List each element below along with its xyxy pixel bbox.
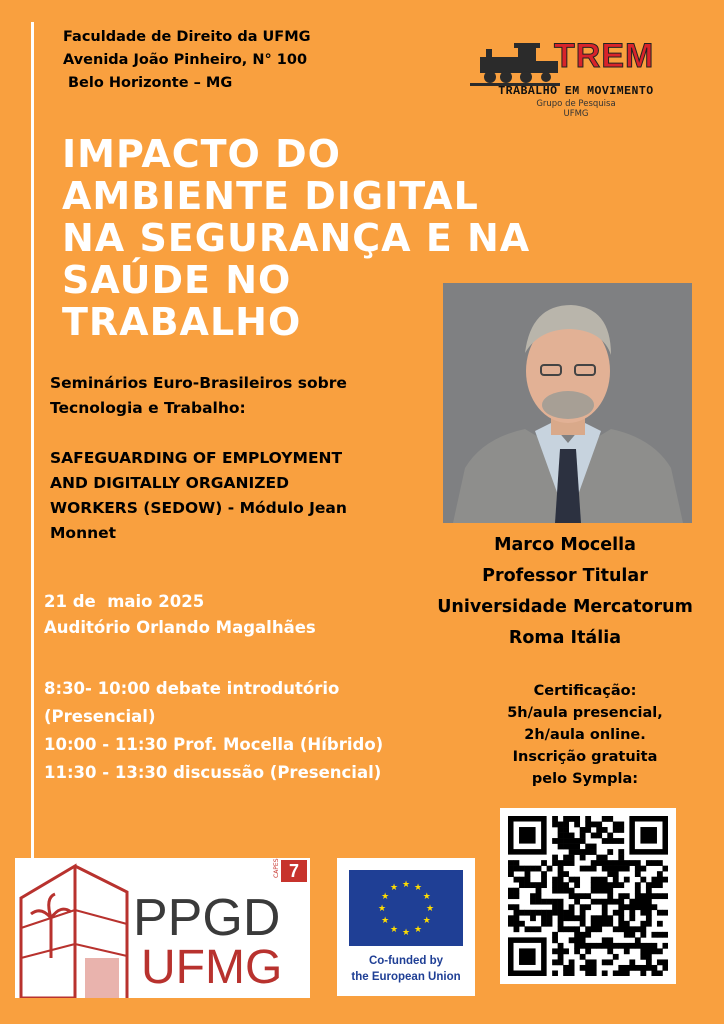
seminar-line-5: WORKERS (SEDOW) - Módulo Jean: [50, 499, 347, 517]
svg-text:★: ★: [389, 924, 399, 935]
title-line-4: SAÚDE NO: [62, 258, 292, 302]
title-line-1: IMPACTO DO: [62, 132, 341, 176]
seminar-line-4: AND DIGITALLY ORGANIZED: [50, 474, 289, 492]
seminar-line-6: Monnet: [50, 524, 117, 542]
svg-text:★: ★: [381, 892, 390, 902]
speaker-name: Marco Mocella: [494, 535, 636, 555]
eu-caption-line-1: Co-funded by: [368, 955, 444, 967]
eu-flag-icon: [349, 870, 463, 946]
svg-text:★: ★: [413, 924, 423, 935]
speaker-portrait-illustration: [443, 283, 692, 523]
qr-code-icon: [508, 816, 668, 976]
trem-group-label: Grupo de Pesquisa: [536, 99, 616, 109]
svg-text:★: ★: [425, 904, 435, 914]
address-line-2: Avenida João Pinheiro, N° 100: [63, 52, 308, 68]
address-line-3: Belo Horizonte – MG: [68, 75, 233, 91]
svg-text:★: ★: [413, 883, 423, 894]
cert-line-2: 5h/aula presencial,: [507, 705, 663, 721]
train-icon: [470, 39, 560, 87]
cert-line-5: pelo Sympla:: [531, 771, 639, 787]
svg-text:★: ★: [401, 928, 411, 938]
address-line-1: Faculdade de Direito da UFMG: [63, 29, 311, 45]
title-line-2: AMBIENTE DIGITAL: [62, 174, 479, 218]
event-schedule: [44, 675, 383, 787]
certification-info: [490, 680, 680, 790]
event-date-venue: [44, 589, 316, 641]
seminar-line-3: SAFEGUARDING OF EMPLOYMENT: [50, 449, 343, 467]
svg-text:★: ★: [422, 916, 431, 926]
speaker-info: [420, 530, 710, 654]
schedule-item-3: 11:30 - 13:30 discussão (Presencial): [44, 763, 382, 782]
schedule-item-1: 8:30- 10:00 debate introdutório: [44, 679, 340, 698]
speaker-location: Roma Itália: [508, 628, 622, 648]
trem-org-label: UFMG: [563, 109, 589, 119]
title-line-3: NA SEGURANÇA E NA: [62, 216, 531, 260]
building-icon: [15, 858, 135, 998]
seminar-line-1: Seminários Euro-Brasileiros sobre: [50, 374, 347, 392]
svg-text:★: ★: [381, 916, 390, 926]
cert-line-3: 2h/aula online.: [524, 727, 646, 743]
divider-line: [31, 22, 34, 902]
svg-text:★: ★: [401, 880, 411, 890]
trem-subtitle: TRABALHO EM MOVIMENTO: [498, 85, 654, 98]
ufmg-wordmark: UFMG: [141, 941, 283, 994]
ppgd-ufmg-logo: [15, 858, 310, 998]
seminar-line-2: Tecnologia e Trabalho:: [50, 399, 246, 417]
ppgd-wordmark: PPGD: [133, 889, 281, 947]
trem-wordmark: TREM: [554, 37, 655, 75]
title-line-5: TRABALHO: [62, 300, 302, 344]
trem-group: [468, 99, 684, 119]
capes-label: CAPES: [273, 858, 280, 878]
event-venue: Auditório Orlando Magalhães: [44, 618, 316, 637]
cert-line-1: Certificação:: [533, 683, 637, 699]
eu-cofunded-logo: [337, 858, 475, 996]
speaker-photo: [443, 283, 692, 523]
schedule-item-1-mode: (Presencial): [44, 707, 156, 726]
sympla-qr-code[interactable]: [500, 808, 676, 984]
svg-text:★: ★: [377, 904, 387, 914]
seminar-description: [50, 371, 420, 546]
cert-line-4: Inscrição gratuita: [512, 749, 658, 765]
eu-caption-line-2: the European Union: [351, 971, 461, 983]
eu-caption: [337, 953, 475, 985]
event-date: 21 de maio 2025: [44, 592, 205, 611]
svg-text:★: ★: [422, 892, 431, 902]
capes-grade-badge: 7: [281, 860, 307, 882]
schedule-item-2: 10:00 - 11:30 Prof. Mocella (Híbrido): [44, 735, 384, 754]
speaker-role: Professor Titular: [482, 566, 648, 586]
svg-text:★: ★: [389, 883, 399, 894]
speaker-institution: Universidade Mercatorum: [437, 597, 693, 617]
address-block: [63, 26, 311, 95]
trem-logo: [468, 33, 688, 123]
